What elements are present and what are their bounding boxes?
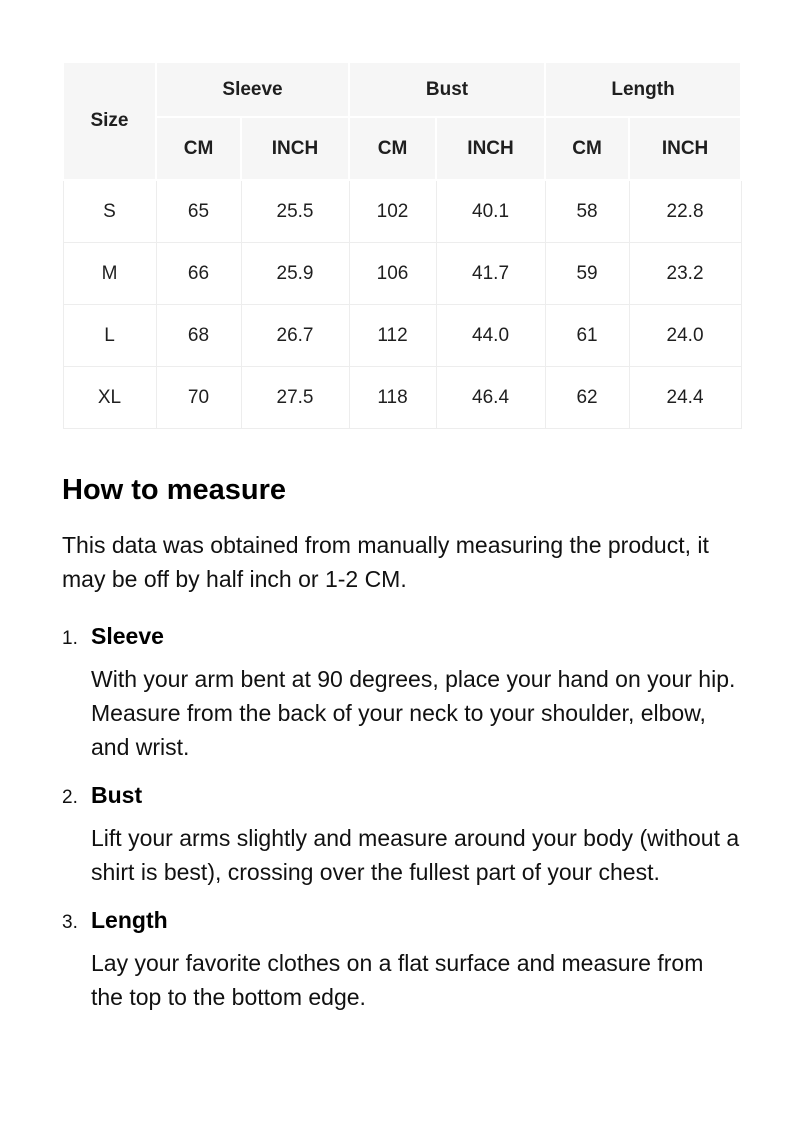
cell-length-inch: 22.8 [629, 180, 741, 243]
cell-sleeve-inch: 25.5 [241, 180, 349, 243]
cell-length-cm: 61 [545, 305, 629, 367]
size-label: M [63, 243, 156, 305]
section-title: How to measure [62, 474, 286, 506]
cell-sleeve-inch: 27.5 [241, 367, 349, 429]
cell-bust-cm: 118 [349, 367, 436, 429]
cell-sleeve-inch: 25.9 [241, 243, 349, 305]
table-unit-header-row [63, 117, 741, 180]
unit-header-bust-inch: INCH [436, 117, 545, 180]
cell-sleeve-cm: 68 [156, 305, 241, 367]
column-header-size: Size [63, 62, 156, 180]
step-description-bust: Lift your arms slightly and measure around your body (without a shirt is best), crossing over the fullest part of your chest. [91, 824, 740, 885]
table-row-xl [63, 367, 741, 429]
size-label: S [63, 180, 156, 243]
unit-header-sleeve-cm: CM [156, 117, 241, 180]
table-group-header-row [63, 62, 741, 117]
list-marker: 1. [62, 627, 78, 649]
cell-length-cm: 59 [545, 243, 629, 305]
how-to-measure-section [62, 475, 740, 1014]
cell-length-inch: 24.4 [629, 367, 741, 429]
list-item-sleeve [62, 622, 740, 764]
step-title-sleeve: Sleeve [91, 622, 164, 649]
size-chart-table [62, 61, 742, 429]
list-marker: 3. [62, 911, 78, 933]
step-title-length: Length [91, 906, 168, 933]
unit-header-bust-cm: CM [349, 117, 436, 180]
measure-disclaimer-text: This data was obtained from manually measuring the product, it may be off by half inch or 1-2 CM. [62, 531, 709, 592]
cell-bust-inch: 44.0 [436, 305, 545, 367]
step-description-sleeve: With your arm bent at 90 degrees, place your hand on your hip. Measure from the back of your neck to your shoulder, elbow, and wrist. [91, 665, 736, 760]
unit-header-sleeve-inch: INCH [241, 117, 349, 180]
step-body [91, 906, 740, 1014]
size-label: XL [63, 367, 156, 429]
size-label: L [63, 305, 156, 367]
cell-length-inch: 24.0 [629, 305, 741, 367]
column-group-sleeve: Sleeve [156, 62, 349, 117]
column-group-length: Length [545, 62, 741, 117]
column-group-bust: Bust [349, 62, 545, 117]
list-item-length [62, 906, 740, 1014]
measure-steps-list [62, 622, 740, 1014]
cell-sleeve-cm: 66 [156, 243, 241, 305]
table-row-s [63, 180, 741, 243]
table-row-l [63, 305, 741, 367]
cell-bust-cm: 102 [349, 180, 436, 243]
cell-bust-inch: 40.1 [436, 180, 545, 243]
cell-length-inch: 23.2 [629, 243, 741, 305]
step-body [91, 622, 740, 764]
cell-bust-cm: 112 [349, 305, 436, 367]
list-marker: 2. [62, 786, 78, 808]
cell-sleeve-inch: 26.7 [241, 305, 349, 367]
table-row-m [63, 243, 741, 305]
cell-sleeve-cm: 65 [156, 180, 241, 243]
unit-header-length-cm: CM [545, 117, 629, 180]
cell-length-cm: 62 [545, 367, 629, 429]
cell-length-cm: 58 [545, 180, 629, 243]
cell-sleeve-cm: 70 [156, 367, 241, 429]
cell-bust-inch: 41.7 [436, 243, 545, 305]
cell-bust-cm: 106 [349, 243, 436, 305]
step-description-length: Lay your favorite clothes on a flat surface and measure from the top to the bottom edge. [91, 949, 704, 1010]
list-item-bust [62, 781, 740, 889]
unit-header-length-inch: INCH [629, 117, 741, 180]
cell-bust-inch: 46.4 [436, 367, 545, 429]
step-body [91, 781, 740, 889]
step-title-bust: Bust [91, 781, 143, 808]
